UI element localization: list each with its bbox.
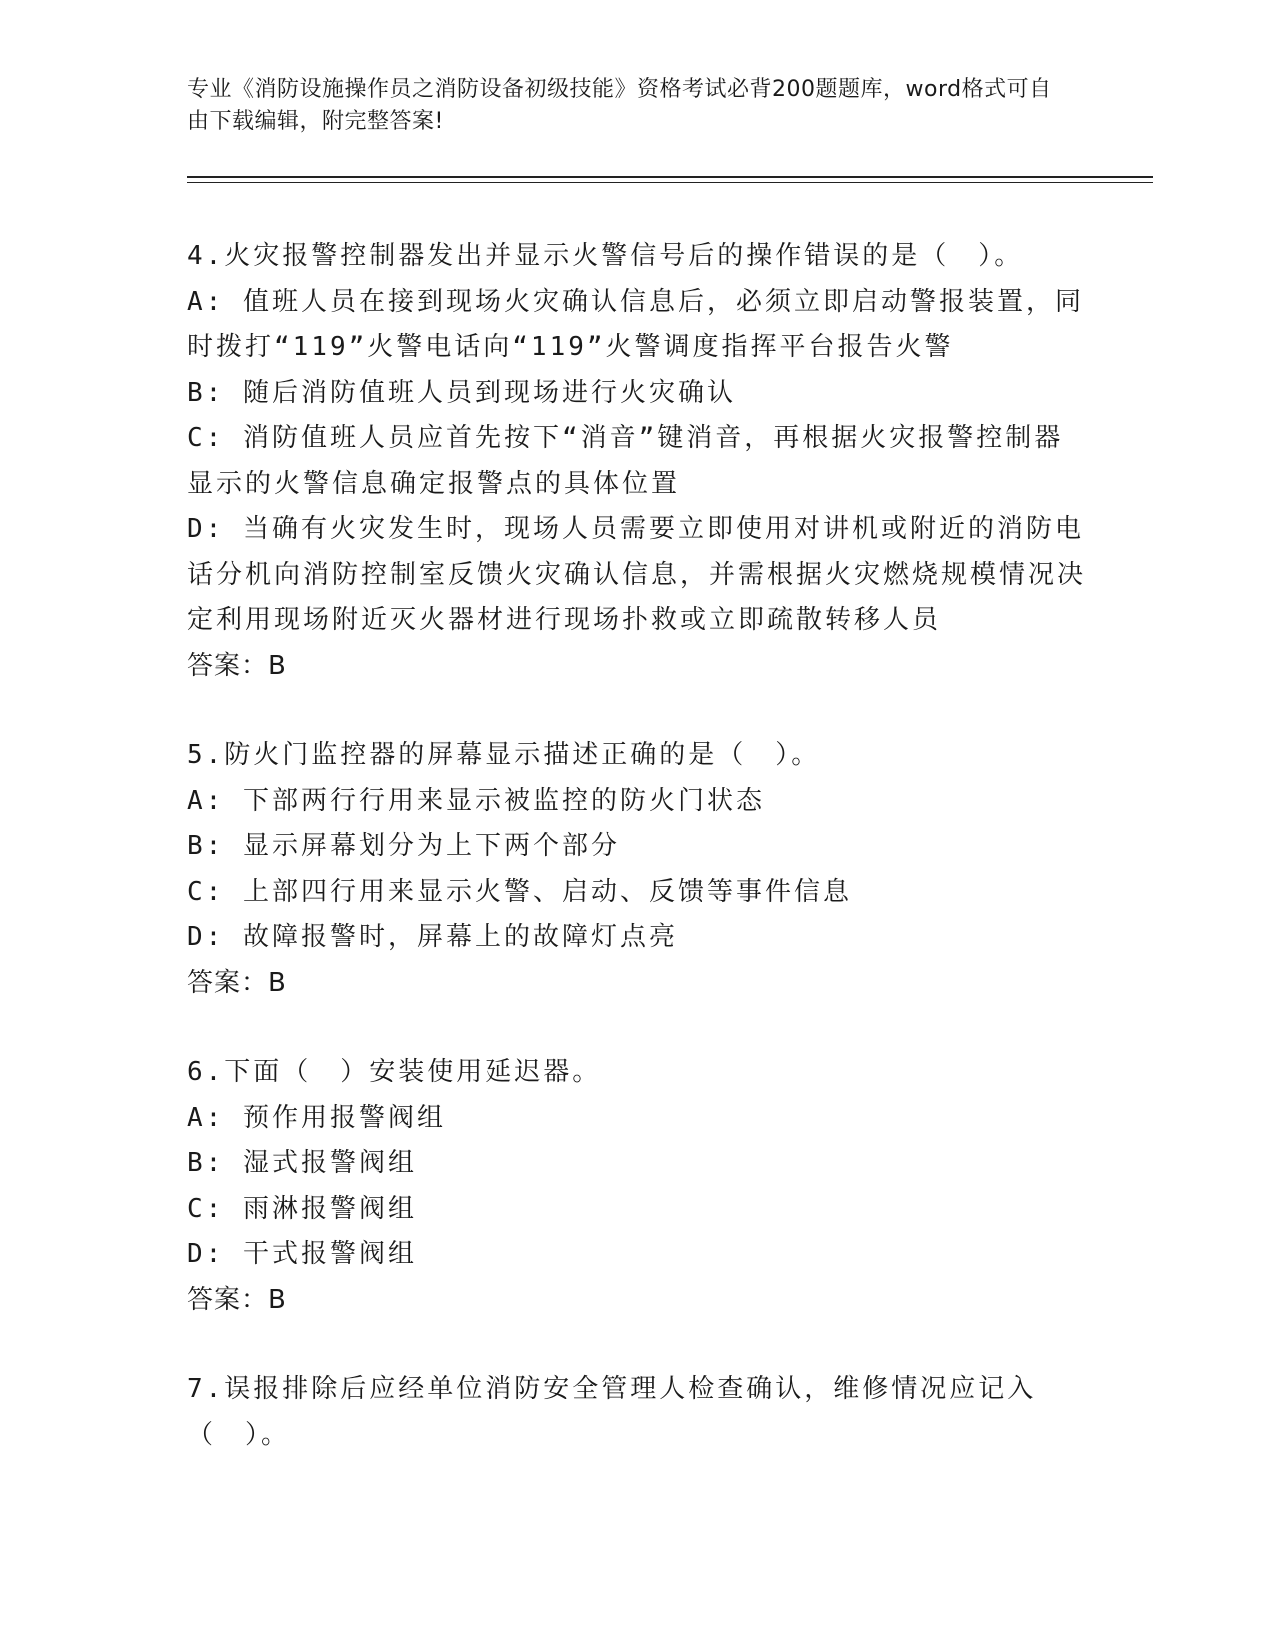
header-divider-thick	[187, 176, 1153, 178]
option-a: A: 下部两行行用来显示被监控的防火门状态	[187, 785, 765, 816]
question-4	[187, 234, 1087, 689]
option-d: D: 当确有火灾发生时，现场人员需要立即使用对讲机或附近的消防电话分机向消防控制室反馈火灾确认信息，并需根据火灾燃烧规模情况决定利用现场附近灭火器材进行现场扑救或立即疏散转移人员	[187, 514, 1087, 635]
option-b: B: 湿式报警阀组	[187, 1148, 417, 1178]
question-6	[187, 1050, 1087, 1323]
option-b: B: 随后消防值班人员到现场进行火灾确认	[187, 377, 736, 408]
option-d: D: 干式报警阀组	[187, 1239, 417, 1269]
header-divider-thin	[187, 182, 1153, 183]
question-stem: 5.防火门监控器的屏幕显示描述正确的是（ ）。	[187, 740, 821, 770]
answer: 答案：B	[187, 650, 287, 681]
question-stem: 6.下面（ ）安装使用延迟器。	[187, 1057, 602, 1087]
question-list	[187, 234, 1087, 1502]
answer: 答案：B	[187, 967, 287, 998]
question-stem: 7.误报排除后应经单位消防安全管理人检查确认，维修情况应记入（ ）。	[187, 1374, 1037, 1450]
option-d: D: 故障报警时，屏幕上的故障灯点亮	[187, 922, 678, 952]
option-c: C: 雨淋报警阀组	[187, 1193, 417, 1224]
option-a: A: 值班人员在接到现场火灾确认信息后，必须立即启动警报装置，同时拨打“119”火警电话向“119”火警调度指挥平台报告火警	[187, 286, 1084, 362]
option-a: A: 预作用报警阀组	[187, 1102, 446, 1133]
answer: 答案：B	[187, 1284, 287, 1315]
option-c: C: 消防值班人员应首先按下“消音”键消音，再根据火灾报警控制器显示的火警信息确定报警点的具体位置	[187, 423, 1064, 499]
question-5	[187, 733, 1087, 1006]
option-b: B: 显示屏幕划分为上下两个部分	[187, 831, 620, 861]
option-c: C: 上部四行用来显示火警、启动、反馈等事件信息	[187, 876, 852, 907]
document-header: 专业《消防设施操作员之消防设备初级技能》资格考试必背200题题库，word格式可自由下载编辑，附完整答案!	[187, 77, 1052, 134]
question-7	[187, 1367, 1087, 1458]
question-stem: 4.火灾报警控制器发出并显示火警信号后的操作错误的是（ ）。	[187, 241, 1024, 271]
